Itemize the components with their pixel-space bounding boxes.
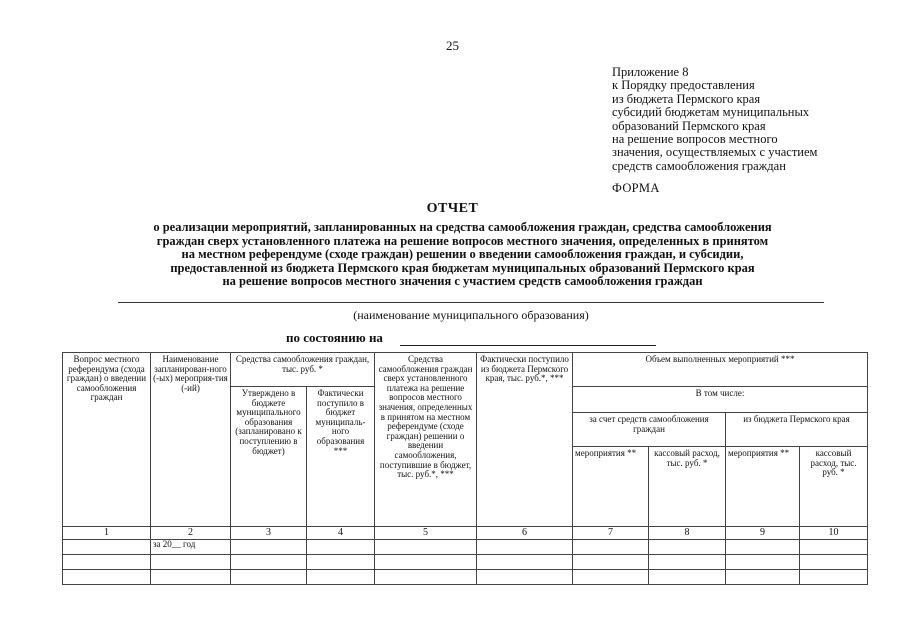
table-row [63,539,868,554]
header-sub-self-taxation: за счет средств самообложения граждан [573,413,726,447]
subtitle-line: о реализации мероприятий, запланированных на средства самообложения граждан, средства самообложения [153,220,772,234]
column-number: 4 [307,527,375,540]
municipality-caption: (наименование муниципального образования) [353,308,589,322]
report-table [62,352,868,585]
year-row-label: за 20__ год [151,539,231,554]
column-number: 9 [726,527,800,540]
column-number: 5 [375,527,477,540]
as-of-date-line [400,345,656,346]
report-subtitle [60,221,865,289]
appendix-line: из бюджета Пермского края [612,91,761,106]
column-number: 2 [151,527,231,540]
subtitle-line: предоставленной из бюджета Пермского края бюджетам муниципальных образований Пермского края [170,260,755,275]
table-row [63,554,868,569]
header-col6: Фактически поступило из бюджета Пермского края, тыс. руб.*, *** [477,353,573,527]
column-number: 7 [573,527,649,540]
column-number: 1 [63,527,151,540]
column-number: 6 [477,527,573,540]
header-including: В том числе: [573,387,868,413]
header-col1: Вопрос местного референдума (схода граждан) о введении самообложения граждан [63,353,151,527]
page-number: 25 [446,38,459,53]
header-col4: Фактически поступило в бюджет муниципаль-ного образования *** [307,387,375,527]
appendix-line: к Порядку предоставления [612,78,755,93]
appendix-block [612,66,892,173]
header-col3: Утверждено в бюджете муниципального образования (запланировано к поступлению в бюджет) [231,387,307,527]
subtitle-line: граждан сверх установленного платежа на решение вопросов местного значения, определенных в принятом [156,233,769,248]
header-col8: кассовый расход, тыс. руб. * [649,447,726,527]
municipality-name-line [118,302,824,303]
appendix-line: субсидий бюджетам муниципальных [612,105,810,120]
column-number: 8 [649,527,726,540]
appendix-line: образований Пермского края [612,118,766,133]
header-col2: Наименование запланирован-ного (-ых) мероприя-тия (-ий) [151,353,231,527]
appendix-line: на решение вопросов местного [612,132,778,147]
subtitle-line: на решение вопросов местного значения с участием средств самообложения граждан [222,274,703,288]
appendix-line: значения, осуществляемых с участием [612,145,818,160]
header-sub-budget: из бюджета Пермского края [726,413,868,447]
header-col9: мероприятия ** [726,447,800,527]
subtitle-line: на местном референдуме (сходе граждан) решении о введении самообложения граждан, и субсидии, [181,247,744,261]
header-col10: кассовый расход, тыс. руб. * [800,447,868,527]
header-group-volume: Объем выполненных мероприятий *** [573,353,868,387]
report-title: ОТЧЕТ [426,201,479,216]
as-of-label: по состоянию на [286,330,383,345]
column-number: 10 [800,527,868,540]
header-group-self-taxation: Средства самообложения граждан, тыс. руб. * [231,353,375,387]
form-label: ФОРМА [612,181,660,195]
appendix-line: средств самообложения граждан [612,158,786,173]
header-col5: Средства самообложения граждан сверх установленного платежа на решение вопросов местного значения, определенных в принятом на местном референдуме (сходе граждан) решении о введении самообложения, поступившие в бюджет, тыс. руб.*, *** [375,353,477,527]
column-number: 3 [231,527,307,540]
header-col7: мероприятия ** [573,447,649,527]
table-row [63,569,868,584]
appendix-line: Приложение 8 [612,65,689,79]
